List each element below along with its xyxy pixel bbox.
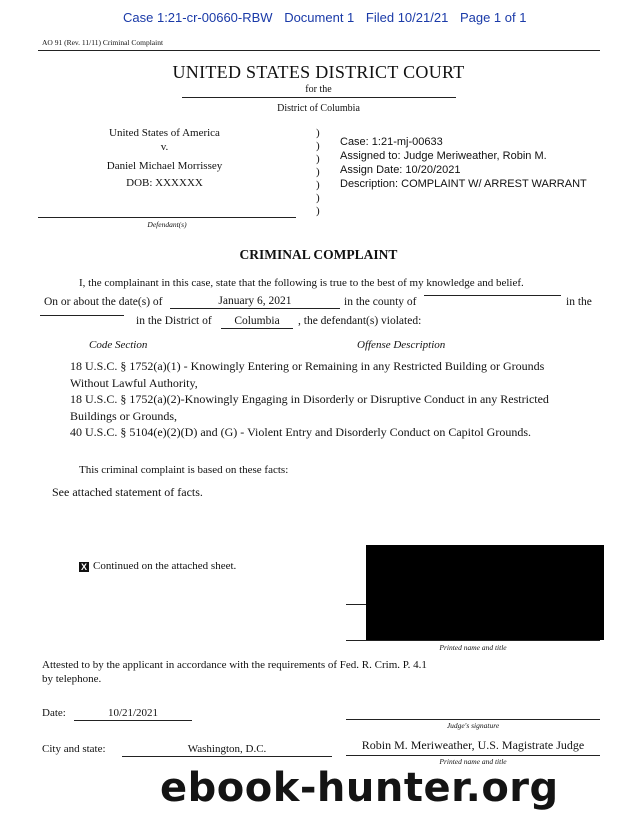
defendant-dob: DOB: XXXXXX	[126, 177, 203, 189]
case-number: Case 1:21-cr-00660-RBW	[123, 10, 273, 25]
offense-line: 40 U.S.C. § 5104(e)(2)(D) and (G) - Violent Entry and Disorderly Conduct on Capitol Grounds.	[70, 425, 531, 439]
district-label: in the District of	[136, 315, 212, 327]
for-the: for the	[305, 84, 332, 95]
code-section-label: Code Section	[89, 339, 148, 351]
defendant-name: Daniel Michael Morrissey	[106, 160, 223, 172]
form-id: AO 91 (Rev. 11/11) Criminal Complaint	[42, 38, 164, 47]
attestation-text: Attested to by the applicant in accordance with the requirements of Fed. R. Crim. P. 4.1	[42, 659, 427, 671]
judge-name-rule	[346, 755, 600, 756]
court-title: UNITED STATES DISTRICT COURT	[172, 62, 465, 82]
judge-signature-label: Judge's signature	[446, 721, 500, 730]
complaint-statement: I, the complainant in this case, state that the following is true to the best of my knowledge and belief.	[79, 277, 524, 289]
plaintiff: United States of America	[109, 127, 220, 139]
defendant-label: Defendant(s)	[147, 220, 187, 229]
facts-statement: See attached statement of facts.	[52, 485, 203, 499]
continued-label: Continued on the attached sheet.	[93, 560, 237, 572]
offense-line: Without Lawful Authority,	[70, 376, 198, 390]
document-number: Document 1	[284, 10, 355, 25]
complaint-heading: CRIMINAL COMPLAINT	[239, 247, 398, 262]
offense-date: January 6, 2021	[170, 295, 340, 309]
case-assigned-judge: Assigned to: Judge Meriweather, Robin M.	[340, 150, 547, 162]
offense-line: Buildings or Grounds,	[70, 409, 178, 423]
based-on-facts: This criminal complaint is based on these facts:	[79, 464, 289, 476]
signature-date: 10/21/2021	[74, 707, 192, 721]
district-value: Columbia	[221, 315, 293, 329]
case-assignment-number: Case: 1:21-mj-00633	[340, 136, 443, 148]
in-the-label: in the	[566, 296, 592, 308]
header-rule	[38, 50, 600, 51]
county-value	[424, 295, 561, 296]
offense-line: 18 U.S.C. § 1752(a)(1) - Knowingly Entering or Remaining in any Restricted Building or Grounds	[70, 359, 545, 373]
case-assign-date: Assign Date: 10/20/2021	[340, 164, 461, 176]
continued-checkbox[interactable]: X	[80, 562, 87, 572]
county-label: in the county of	[344, 296, 417, 308]
judge-name: Robin M. Meriweather, U.S. Magistrate Judge	[361, 738, 585, 752]
paren: )	[316, 166, 320, 178]
page-number: Page 1 of 1	[459, 10, 527, 25]
judge-printed-name-label: Printed name and title	[439, 757, 507, 766]
case-description: Description: COMPLAINT W/ ARREST WARRANT	[340, 178, 587, 190]
defendant-rule	[38, 217, 296, 218]
printed-name-label: Printed name and title	[439, 643, 507, 652]
redaction-box	[366, 545, 604, 640]
paren: )	[316, 153, 320, 165]
city-state-value: Washington, D.C.	[122, 743, 332, 757]
court-rule	[182, 97, 456, 98]
paren: )	[316, 192, 320, 204]
paren: )	[316, 205, 320, 217]
versus: v.	[160, 141, 169, 153]
case-header	[123, 10, 526, 25]
paren: )	[316, 127, 320, 139]
judge-signature-rule	[346, 719, 600, 720]
watermark-text: ebook-hunter.org	[160, 765, 559, 811]
violated-label: , the defendant(s) violated:	[298, 315, 422, 327]
paren: )	[316, 140, 320, 152]
district-name: District of Columbia	[277, 103, 360, 114]
date-label: Date:	[42, 707, 66, 719]
city-state-label: City and state:	[42, 743, 106, 755]
printed-name-rule	[346, 640, 600, 641]
filed-date: Filed 10/21/21	[365, 10, 449, 25]
on-or-about-label: On or about the date(s) of	[44, 296, 163, 308]
attestation-method: by telephone.	[42, 673, 102, 685]
complainant-signature-line	[346, 604, 366, 605]
offense-line: 18 U.S.C. § 1752(a)(2)-Knowingly Engaging in Disorderly or Disruptive Conduct in any Restricted	[70, 392, 549, 406]
district-blank	[40, 315, 124, 316]
offense-description-label: Offense Description	[357, 339, 446, 351]
paren: )	[316, 179, 320, 191]
